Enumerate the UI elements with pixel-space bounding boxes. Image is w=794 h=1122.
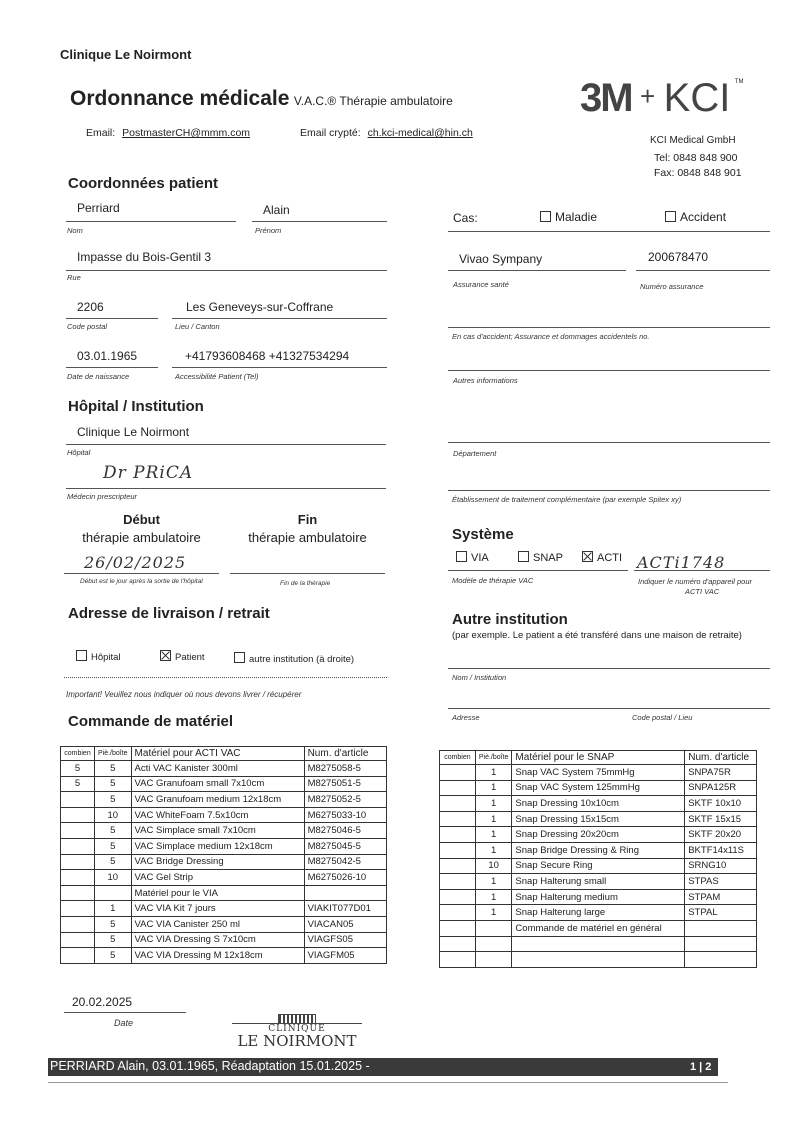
autre-adresse-label: Adresse bbox=[452, 713, 480, 722]
stamp-line-2: LE NOIRMONT bbox=[237, 1032, 357, 1050]
per-box-cell: 5 bbox=[94, 838, 131, 854]
material-cell: VAC VIA Canister 250 ml bbox=[131, 916, 304, 932]
quantity-cell[interactable] bbox=[61, 932, 95, 948]
via-label: VIA bbox=[471, 552, 489, 564]
quantity-cell[interactable] bbox=[61, 854, 95, 870]
quantity-cell[interactable] bbox=[61, 901, 95, 917]
table-header: combien bbox=[61, 747, 95, 761]
livraison-patient-checkbox[interactable] bbox=[160, 650, 205, 663]
patient-code-postal: 2206 bbox=[77, 300, 104, 314]
material-cell: VAC Granufoam medium 12x18cm bbox=[131, 792, 304, 808]
livraison-line bbox=[64, 677, 387, 678]
rue-line bbox=[66, 270, 387, 271]
article-number-cell bbox=[685, 936, 757, 952]
table-row bbox=[440, 811, 757, 827]
debut-title bbox=[64, 511, 219, 547]
table-row bbox=[61, 776, 387, 792]
debut-title-1: Début bbox=[123, 512, 160, 527]
table-header: combien bbox=[440, 751, 476, 765]
article-number-cell: VIAGFS05 bbox=[304, 932, 386, 948]
numero-assurance-value: 200678470 bbox=[648, 250, 709, 264]
nom-label: Nom bbox=[67, 226, 83, 235]
footer-date-label: Date bbox=[114, 1018, 134, 1028]
company-fax: Fax: 0848 848 901 bbox=[654, 167, 742, 179]
per-box-cell bbox=[475, 936, 512, 952]
autres-line bbox=[448, 370, 770, 371]
table-row bbox=[61, 854, 387, 870]
email-row bbox=[86, 127, 250, 139]
device-label-1: Indiquer le numéro d'appareil pour bbox=[638, 577, 753, 586]
per-box-cell: 10 bbox=[94, 807, 131, 823]
livraison-patient-box[interactable] bbox=[160, 650, 171, 661]
quantity-cell[interactable]: 5 bbox=[61, 761, 95, 777]
material-cell: Snap Bridge Dressing & Ring bbox=[512, 842, 685, 858]
per-box-cell: 1 bbox=[475, 842, 512, 858]
hospital-name: Clinique Le Noirmont bbox=[77, 425, 190, 439]
acti-label: ACTI bbox=[597, 552, 623, 564]
table-header: Num. d'article bbox=[685, 751, 757, 765]
article-number-cell: M8275051-5 bbox=[304, 776, 386, 792]
lieu-line bbox=[172, 318, 387, 319]
article-number-cell: M8275052-5 bbox=[304, 792, 386, 808]
material-cell: Snap VAC System 75mmHg bbox=[512, 765, 685, 781]
debut-label: Début est le jour après la sortie de l'hôpital bbox=[80, 578, 203, 585]
logo-kci: KCI bbox=[663, 76, 731, 120]
fin-title bbox=[230, 511, 385, 547]
assurance-value: Vivao Sympany bbox=[459, 252, 543, 266]
patient-tel: +41793608468 +41327534294 bbox=[185, 349, 350, 363]
material-cell: VAC VIA Dressing M 12x18cm bbox=[131, 948, 304, 964]
accident-ins-label: En cas d'accident; Assurance et dommages accidentels no. bbox=[452, 332, 650, 341]
quantity-cell[interactable] bbox=[440, 811, 476, 827]
livraison-autre-label: autre institution (à droite) bbox=[249, 654, 355, 665]
company-tel: Tel: 0848 848 900 bbox=[654, 152, 738, 164]
material-cell: Snap Secure Ring bbox=[512, 858, 685, 874]
patient-rue: Impasse du Bois-Gentil 3 bbox=[77, 250, 212, 264]
quantity-cell[interactable] bbox=[440, 858, 476, 874]
article-number-cell: STPAL bbox=[685, 905, 757, 921]
material-cell: Snap Dressing 15x15cm bbox=[512, 811, 685, 827]
article-number-cell: M8275045-5 bbox=[304, 838, 386, 854]
hospital-section-title: Hôpital / Institution bbox=[68, 398, 204, 415]
cas-label: Cas: bbox=[453, 211, 478, 225]
table-row bbox=[440, 936, 757, 952]
model-label: Modèle de thérapie VAC bbox=[452, 576, 534, 585]
fin-line bbox=[230, 573, 385, 574]
article-number-cell: M8275042-5 bbox=[304, 854, 386, 870]
material-cell: VAC VIA Dressing S 7x10cm bbox=[131, 932, 304, 948]
material-table-snap bbox=[439, 750, 757, 968]
table-row bbox=[440, 905, 757, 921]
email-crypt-label: Email crypté: bbox=[300, 127, 361, 139]
quantity-cell[interactable] bbox=[440, 796, 476, 812]
table-header: Matériel pour le SNAP bbox=[512, 751, 685, 765]
livraison-section-title: Adresse de livraison / retrait bbox=[68, 605, 270, 622]
table-header: Num. d'article bbox=[304, 747, 386, 761]
quantity-cell[interactable] bbox=[61, 792, 95, 808]
hospital-line bbox=[66, 444, 386, 445]
article-number-cell: SKTF 20x20 bbox=[685, 827, 757, 843]
per-box-cell bbox=[94, 885, 131, 901]
quantity-cell[interactable] bbox=[61, 870, 95, 886]
table-row bbox=[440, 765, 757, 781]
table-row bbox=[61, 932, 387, 948]
form-title bbox=[70, 87, 453, 111]
material-cell: Snap Halterung small bbox=[512, 874, 685, 890]
table-row bbox=[440, 952, 757, 968]
article-number-cell bbox=[304, 885, 386, 901]
autres-label: Autres informations bbox=[453, 376, 518, 385]
per-box-cell bbox=[475, 920, 512, 936]
acti-checkbox[interactable] bbox=[582, 551, 622, 564]
maladie-box[interactable] bbox=[540, 211, 551, 222]
quantity-cell[interactable] bbox=[61, 885, 95, 901]
snap-label: SNAP bbox=[533, 552, 563, 564]
autre-nom-label: Nom / Institution bbox=[452, 673, 507, 682]
article-number-cell: VIACAN05 bbox=[304, 916, 386, 932]
per-box-cell: 1 bbox=[475, 889, 512, 905]
quantity-cell[interactable] bbox=[61, 807, 95, 823]
per-box-cell: 1 bbox=[475, 811, 512, 827]
cp-line bbox=[66, 318, 158, 319]
accident-label: Accident bbox=[680, 210, 727, 224]
device-line bbox=[634, 570, 770, 571]
departement-line bbox=[448, 442, 770, 443]
per-box-cell: 10 bbox=[94, 870, 131, 886]
fin-title-2: thérapie ambulatoire bbox=[248, 530, 367, 545]
footer-date: 20.02.2025 bbox=[72, 995, 133, 1009]
material-cell: Snap Halterung medium bbox=[512, 889, 685, 905]
table-row bbox=[61, 838, 387, 854]
quantity-cell[interactable] bbox=[440, 874, 476, 890]
material-cell: VAC WhiteFoam 7.5x10cm bbox=[131, 807, 304, 823]
numero-label: Numéro assurance bbox=[640, 282, 704, 291]
article-number-cell: STPAS bbox=[685, 874, 757, 890]
table-row bbox=[61, 901, 387, 917]
table-row bbox=[61, 807, 387, 823]
material-cell: Acti VAC Kanister 300ml bbox=[131, 761, 304, 777]
patient-naissance: 03.01.1965 bbox=[77, 349, 138, 363]
email-link[interactable]: PostmasterCH@mmm.com bbox=[122, 127, 251, 139]
footer-divider bbox=[48, 1082, 728, 1083]
article-number-cell: SNPA125R bbox=[685, 780, 757, 796]
quantity-cell[interactable] bbox=[440, 936, 476, 952]
per-box-cell bbox=[475, 952, 512, 968]
livraison-note: Important! Veuillez nous indiquer où nous devons livrer / récupérer bbox=[66, 690, 302, 699]
per-box-cell: 1 bbox=[475, 905, 512, 921]
footer-bar-text: PERRIARD Alain, 03.01.1965, Réadaptation 15.01.2025 - bbox=[50, 1059, 370, 1073]
table-row bbox=[440, 889, 757, 905]
table-row bbox=[440, 842, 757, 858]
table-row bbox=[61, 948, 387, 964]
quantity-cell[interactable] bbox=[440, 780, 476, 796]
autre-institution-title: Autre institution bbox=[452, 611, 568, 628]
departement-label: Département bbox=[453, 449, 497, 458]
material-cell: Commande de matériel en général bbox=[512, 920, 685, 936]
per-box-cell: 1 bbox=[475, 780, 512, 796]
patient-section-title: Coordonnées patient bbox=[68, 175, 219, 192]
model-line bbox=[448, 570, 628, 571]
table-row bbox=[61, 870, 387, 886]
snap-checkbox[interactable] bbox=[518, 551, 563, 564]
article-number-cell: BKTF14x11S bbox=[685, 842, 757, 858]
quantity-cell[interactable] bbox=[61, 916, 95, 932]
hospital-label: Hôpital bbox=[67, 448, 91, 457]
per-box-cell: 5 bbox=[94, 932, 131, 948]
medecin-label: Médecin prescripteur bbox=[67, 492, 138, 501]
per-box-cell: 5 bbox=[94, 854, 131, 870]
per-box-cell: 5 bbox=[94, 948, 131, 964]
maladie-checkbox[interactable] bbox=[540, 210, 597, 224]
per-box-cell: 5 bbox=[94, 761, 131, 777]
article-number-cell: VIAGFM05 bbox=[304, 948, 386, 964]
per-box-cell: 5 bbox=[94, 776, 131, 792]
via-checkbox[interactable] bbox=[456, 551, 489, 564]
prenom-line bbox=[252, 221, 387, 222]
stamp-building-icon bbox=[278, 1014, 316, 1023]
debut-line bbox=[64, 573, 219, 574]
material-cell: VAC Bridge Dressing bbox=[131, 854, 304, 870]
device-label-2: ACTI VAC bbox=[685, 587, 720, 596]
fin-label: Fin de la thérapie bbox=[280, 580, 331, 587]
medecin-line bbox=[66, 488, 386, 489]
material-cell: Snap VAC System 125mmHg bbox=[512, 780, 685, 796]
company-name: KCI Medical GmbH bbox=[650, 135, 736, 146]
material-cell bbox=[512, 936, 685, 952]
article-number-cell: SNPA75R bbox=[685, 765, 757, 781]
etab-line bbox=[448, 490, 770, 491]
table-row bbox=[61, 885, 387, 901]
material-cell: VAC Simplace medium 12x18cm bbox=[131, 838, 304, 854]
per-box-cell: 5 bbox=[94, 792, 131, 808]
table-header: Piè./boîte bbox=[475, 751, 512, 765]
clinic-stamp bbox=[232, 1014, 362, 1048]
quantity-cell[interactable] bbox=[440, 765, 476, 781]
cas-line bbox=[448, 231, 770, 232]
stamp-line-1: CLINIQUE bbox=[232, 1023, 362, 1034]
systeme-section-title: Système bbox=[452, 526, 514, 543]
material-cell: Snap Halterung large bbox=[512, 905, 685, 921]
email-label: Email: bbox=[86, 127, 116, 139]
per-box-cell: 5 bbox=[94, 916, 131, 932]
quantity-cell[interactable] bbox=[440, 920, 476, 936]
article-number-cell bbox=[685, 952, 757, 968]
acti-box[interactable] bbox=[582, 551, 593, 562]
email-crypt-link[interactable]: ch.kci-medical@hin.ch bbox=[367, 127, 473, 139]
table-row bbox=[440, 874, 757, 890]
naissance-line bbox=[66, 367, 158, 368]
patient-nom: Perriard bbox=[77, 201, 120, 215]
per-box-cell: 1 bbox=[94, 901, 131, 917]
quantity-cell[interactable] bbox=[440, 842, 476, 858]
material-cell: Snap Dressing 20x20cm bbox=[512, 827, 685, 843]
article-number-cell: SKTF 10x10 bbox=[685, 796, 757, 812]
accident-checkbox[interactable] bbox=[665, 210, 726, 224]
table-row bbox=[440, 920, 757, 936]
logo-tm: TM bbox=[734, 79, 744, 85]
debut-title-2: thérapie ambulatoire bbox=[82, 530, 201, 545]
quantity-cell[interactable] bbox=[440, 827, 476, 843]
article-number-cell: M6275026-10 bbox=[304, 870, 386, 886]
article-number-cell: M6275033-10 bbox=[304, 807, 386, 823]
livraison-hopital-checkbox[interactable] bbox=[76, 650, 121, 663]
material-cell: Matériel pour le VIA bbox=[131, 885, 304, 901]
per-box-cell: 1 bbox=[475, 827, 512, 843]
livraison-autre-checkbox[interactable] bbox=[234, 652, 354, 665]
table-row bbox=[61, 823, 387, 839]
per-box-cell: 1 bbox=[475, 874, 512, 890]
livraison-autre-box[interactable] bbox=[234, 652, 245, 663]
per-box-cell: 1 bbox=[475, 796, 512, 812]
article-number-cell: SRNG10 bbox=[685, 858, 757, 874]
autre-adresse-line bbox=[448, 708, 770, 709]
form-title-main: Ordonnance médicale bbox=[70, 87, 290, 110]
material-cell: VAC Gel Strip bbox=[131, 870, 304, 886]
tel-line bbox=[172, 367, 387, 368]
livraison-patient-label: Patient bbox=[175, 652, 205, 663]
table-row bbox=[61, 916, 387, 932]
logo-3m: 3M bbox=[580, 76, 632, 120]
patient-prenom: Alain bbox=[263, 203, 290, 217]
quantity-cell[interactable] bbox=[440, 952, 476, 968]
company-logo bbox=[580, 76, 743, 121]
per-box-cell: 5 bbox=[94, 823, 131, 839]
logo-plus: + bbox=[640, 81, 656, 111]
article-number-cell: M8275046-5 bbox=[304, 823, 386, 839]
quantity-cell[interactable] bbox=[61, 838, 95, 854]
device-number: ACTi1748 bbox=[637, 553, 726, 572]
article-number-cell: SKTF 15x15 bbox=[685, 811, 757, 827]
autre-nom-line bbox=[448, 668, 770, 669]
accident-ins-line bbox=[448, 327, 770, 328]
material-cell: VAC VIA Kit 7 jours bbox=[131, 901, 304, 917]
material-cell: Snap Dressing 10x10cm bbox=[512, 796, 685, 812]
numero-line bbox=[636, 270, 770, 271]
material-cell bbox=[512, 952, 685, 968]
debut-date: 26/02/2025 bbox=[84, 553, 187, 572]
via-box[interactable] bbox=[456, 551, 467, 562]
article-number-cell: VIAKIT077D01 bbox=[304, 901, 386, 917]
footer-date-line bbox=[64, 1012, 186, 1013]
table-row bbox=[440, 827, 757, 843]
patient-lieu: Les Geneveys-sur-Coffrane bbox=[186, 300, 334, 314]
footer-page-number: 1 | 2 bbox=[690, 1061, 712, 1073]
table-row bbox=[61, 792, 387, 808]
medecin-signature: Dr PRiCA bbox=[103, 463, 194, 483]
material-table-acti bbox=[60, 746, 387, 964]
table-header: Matériel pour ACTI VAC bbox=[131, 747, 304, 761]
autre-institution-note: (par exemple. Le patient a été transféré dans une maison de retraite) bbox=[452, 630, 742, 641]
quantity-cell[interactable]: 5 bbox=[61, 776, 95, 792]
assurance-label: Assurance santé bbox=[453, 280, 509, 289]
form-subtitle: V.A.C.® Thérapie ambulatoire bbox=[293, 94, 453, 108]
table-row bbox=[440, 858, 757, 874]
table-row bbox=[440, 796, 757, 812]
clinic-header: Clinique Le Noirmont bbox=[60, 47, 192, 62]
quantity-cell[interactable] bbox=[61, 823, 95, 839]
quantity-cell[interactable] bbox=[61, 948, 95, 964]
accident-box[interactable] bbox=[665, 211, 676, 222]
assurance-line bbox=[448, 270, 626, 271]
per-box-cell: 10 bbox=[475, 858, 512, 874]
fin-title-1: Fin bbox=[297, 512, 318, 527]
nom-line bbox=[66, 221, 236, 222]
etab-label: Établissement de traitement complémentaire (par exemple Spitex xy) bbox=[452, 495, 682, 504]
email-crypt-row bbox=[300, 127, 473, 139]
per-box-cell: 1 bbox=[475, 765, 512, 781]
livraison-hopital-label: Hôpital bbox=[91, 652, 121, 663]
snap-box[interactable] bbox=[518, 551, 529, 562]
livraison-hopital-box[interactable] bbox=[76, 650, 87, 661]
maladie-label: Maladie bbox=[555, 210, 598, 224]
article-number-cell: M8275058-5 bbox=[304, 761, 386, 777]
lieu-label: Lieu / Canton bbox=[175, 322, 220, 331]
cp-label: Code postal bbox=[67, 322, 108, 331]
table-row bbox=[440, 780, 757, 796]
article-number-cell: STPAM bbox=[685, 889, 757, 905]
table-row bbox=[61, 761, 387, 777]
autre-code-label: Code postal / Lieu bbox=[632, 713, 693, 722]
material-cell: VAC Simplace small 7x10cm bbox=[131, 823, 304, 839]
tel-label: Accessibilité Patient (Tel) bbox=[175, 372, 259, 381]
quantity-cell[interactable] bbox=[440, 905, 476, 921]
prenom-label: Prénom bbox=[255, 226, 282, 235]
article-number-cell bbox=[685, 920, 757, 936]
naissance-label: Date de naissance bbox=[67, 372, 130, 381]
rue-label: Rue bbox=[67, 273, 81, 282]
commande-section-title: Commande de matériel bbox=[68, 713, 234, 730]
table-header: Piè./boîte bbox=[94, 747, 131, 761]
quantity-cell[interactable] bbox=[440, 889, 476, 905]
material-cell: VAC Granufoam small 7x10cm bbox=[131, 776, 304, 792]
